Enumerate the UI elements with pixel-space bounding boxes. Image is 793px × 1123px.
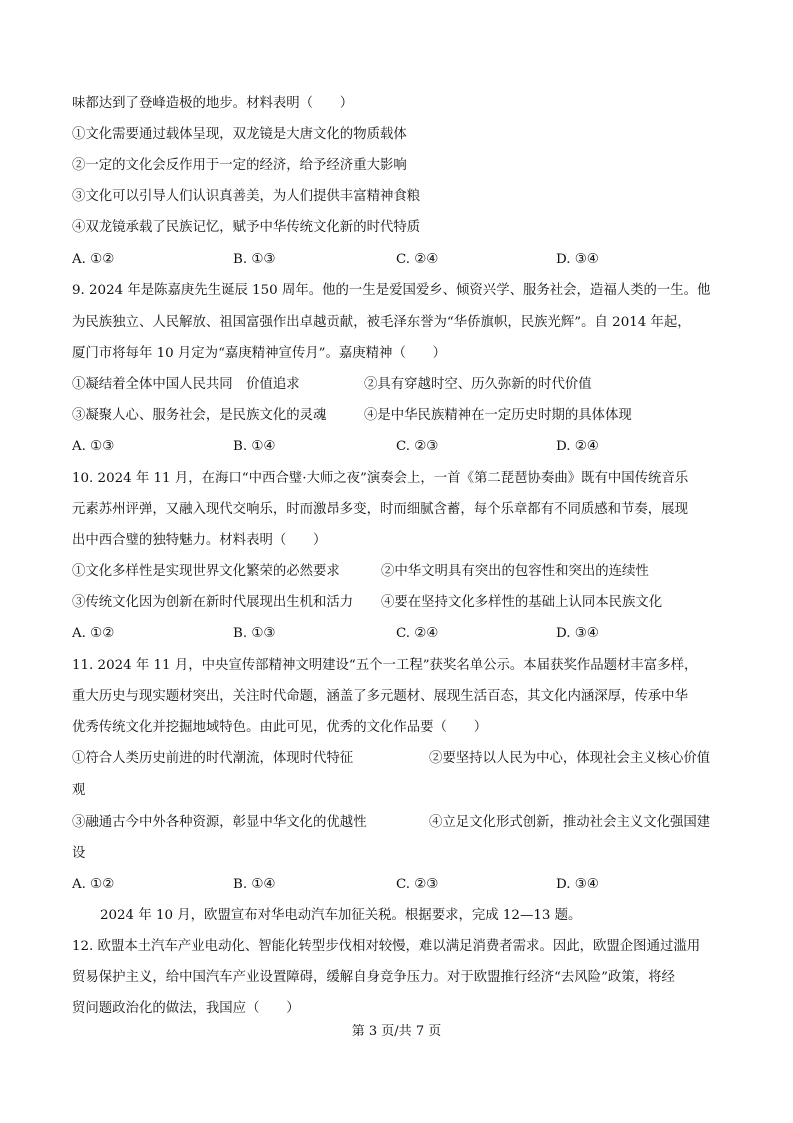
q11-item-2: ②要坚持以人民为中心，体现社会主义核心价值 xyxy=(429,751,711,766)
q10-item-2: ②中华文明具有突出的包容性和突出的连续性 xyxy=(381,564,649,579)
q8-item-2: ②一定的文化会反作用于一定的经济，给予经济重大影响 xyxy=(72,158,407,173)
q11-stem-line-3: 优秀传统文化并挖掘地域特色。由此可见，优秀的文化作品要（ ） xyxy=(72,720,488,735)
q9-choice-d: D. ②④ xyxy=(556,439,599,454)
q9-item-2: ②具有穿越时空、历久弥新的时代价值 xyxy=(364,377,592,392)
q12-stem-line-2: 贸易保护主义，给中国汽车产业设置障碍，缓解自身竞争压力。对于欧盟推行经济“去风险”政策，将经 xyxy=(72,970,675,985)
q10-stem-line-1: 10. 2024 年 11 月，在海口“中西合璧·大师之夜”演奏会上，一首《第二琵琶协奏曲》既有中国传统音乐 xyxy=(72,471,689,486)
q11-choice-b: B. ①④ xyxy=(233,877,276,892)
page-number: 第 3 页/共 7 页 xyxy=(351,1024,442,1039)
q11-item-3: ③融通古今中外各种资源，彰显中华文化的优越性 xyxy=(72,815,367,830)
q10-choice-c: C. ②④ xyxy=(396,626,439,641)
q9-stem-line-1: 9. 2024 年是陈嘉庚先生诞辰 150 周年。他的一生是爱国爱乡、倾资兴学、服务社会，造福人类的一生。他 xyxy=(72,283,711,298)
intro-12-13: 2024 年 10 月，欧盟宣布对华电动汽车加征关税。根据要求，完成 12—13 题。 xyxy=(100,908,582,923)
q8-item-1: ①文化需要通过载体呈现，双龙镜是大唐文化的物质载体 xyxy=(72,127,407,142)
q11-choice-a: A. ①② xyxy=(72,877,115,892)
q10-stem-line-2: 元素苏州评弹，又融入现代交响乐，时而激昂多变，时而细腻含蓄，每个乐章都有不同质感和节奏，展现 xyxy=(72,502,688,517)
q10-choice-a: A. ①② xyxy=(72,626,115,641)
q10-choice-b: B. ①③ xyxy=(233,626,276,641)
q8-choice-a: A. ①② xyxy=(72,252,115,267)
q9-stem-line-2: 为民族独立、人民解放、祖国富强作出卓越贡献，被毛泽东誉为“华侨旗帜，民族光辉”。自 2014 年起， xyxy=(72,315,691,330)
q9-item-3: ③凝聚人心、服务社会，是民族文化的灵魂 xyxy=(72,408,327,423)
q8-choice-d: D. ③④ xyxy=(556,252,599,267)
q9-stem-line-3: 厦门市将每年 10 月定为“嘉庚精神宣传月”。嘉庚精神（ ） xyxy=(72,346,447,361)
q10-stem-line-3: 出中西合璧的独特魅力。材料表明（ ） xyxy=(72,533,327,548)
q9-choice-c: C. ②③ xyxy=(396,439,439,454)
q11-stem-line-1: 11. 2024 年 11 月，中央宣传部精神文明建设“五个一工程”获奖名单公示。本届获奖作品题材丰富多样， xyxy=(72,658,698,673)
q10-item-3: ③传统文化因为创新在新时代展现出生机和活力 xyxy=(72,595,354,610)
q9-item-1: ①凝结着全体中国人民共同 价值追求 xyxy=(72,377,300,392)
q10-item-4: ④要在坚持文化多样性的基础上认同本民族文化 xyxy=(381,595,663,610)
q8-choice-c: C. ②④ xyxy=(396,252,439,267)
q8-item-3: ③文化可以引导人们认识真善美，为人们提供丰富精神食粮 xyxy=(72,189,421,204)
q11-choice-c: C. ②③ xyxy=(396,877,439,892)
q11-stem-line-2: 重大历史与现实题材突出，关注时代命题，涵盖了多元题材、展现生活百态，其文化内涵深厚，传承中华 xyxy=(72,689,688,704)
q10-choice-d: D. ③④ xyxy=(556,626,599,641)
q11-item-4: ④立足文化形式创新，推动社会主义文化强国建 xyxy=(429,815,711,830)
q11-choice-d: D. ③④ xyxy=(556,877,599,892)
q9-choice-a: A. ①③ xyxy=(72,439,115,454)
q11-item-2-wrap: 观 xyxy=(72,783,86,798)
q12-stem-line-3: 贸问题政治化的做法，我国应（ ） xyxy=(72,1001,300,1016)
q9-choice-b: B. ①④ xyxy=(233,439,276,454)
q11-item-4-wrap: 设 xyxy=(72,846,86,861)
q8-item-4: ④双龙镜承载了民族记忆，赋予中华传统文化新的时代特质 xyxy=(72,220,421,235)
q10-item-1: ①文化多样性是实现世界文化繁荣的必然要求 xyxy=(72,564,340,579)
q9-item-4: ④是中华民族精神在一定历史时期的具体体现 xyxy=(364,408,632,423)
q8-stem-tail: 味都达到了登峰造极的地步。材料表明（ ） xyxy=(72,96,354,111)
q11-item-1: ①符合人类历史前进的时代潮流，体现时代特征 xyxy=(72,751,354,766)
q8-choice-b: B. ①③ xyxy=(233,252,276,267)
q12-stem-line-1: 12. 欧盟本土汽车产业电动化、智能化转型步伐相对较慢，难以满足消费者需求。因此，欧盟企图通过滥用 xyxy=(72,939,701,954)
